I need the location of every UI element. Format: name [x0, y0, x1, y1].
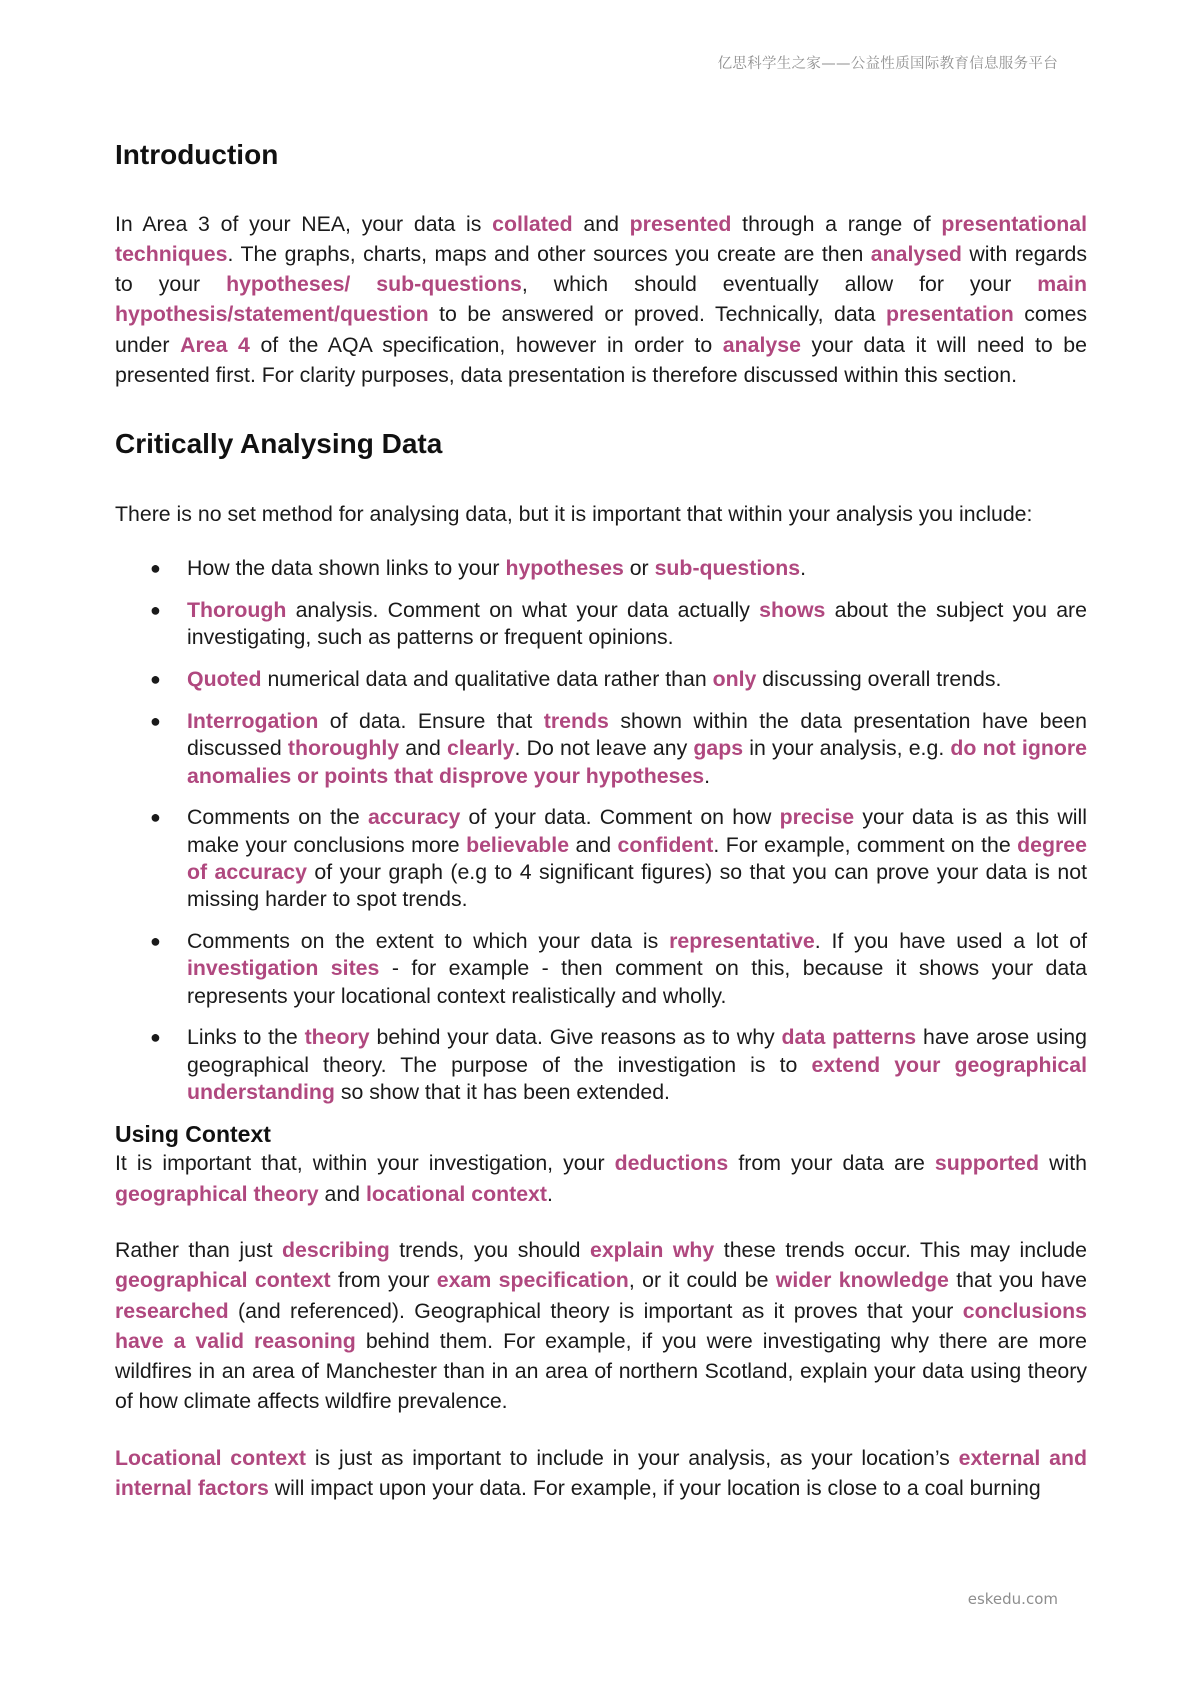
text-run: How the data shown links to your — [187, 556, 506, 581]
highlighted-term: presented — [629, 211, 732, 236]
text-run: discussing overall trends. — [756, 667, 1002, 692]
highlighted-term: only — [712, 667, 757, 692]
highlighted-term: confident — [617, 832, 714, 857]
highlighted-term: do not ignore anomalies or points that disprove your hypotheses — [187, 736, 1087, 788]
highlighted-term: accuracy — [367, 805, 461, 830]
critically-intro-paragraph: There is no set method for analysing data, but it is important that within your analysis you include: — [115, 501, 1033, 526]
highlighted-term: deductions — [614, 1151, 729, 1176]
highlighted-term: presentation — [885, 302, 1014, 327]
highlighted-term: collated — [492, 211, 573, 236]
highlighted-term: representative — [669, 929, 815, 954]
highlighted-term: extend your geographical understanding — [187, 1052, 1088, 1105]
text-run: - for example - then comment on this, because it shows your data represents your locational context realistically and wholly. — [187, 956, 1087, 1008]
text-run: through a range of — [731, 211, 942, 236]
bullet-item-representative — [115, 928, 1087, 1010]
bullet-icon: ● — [150, 600, 161, 621]
using-context-heading: Using Context — [115, 1120, 271, 1147]
bullet-icon: ● — [150, 931, 161, 952]
text-run: with — [1039, 1151, 1087, 1176]
bullet-icon: ● — [150, 710, 161, 731]
highlighted-term: thoroughly — [287, 736, 400, 761]
text-run: . If you have used a lot of — [814, 929, 1087, 954]
header-site-note: 亿思科学生之家——公益性质国际教育信息服务平台 — [717, 56, 1058, 72]
highlighted-term: gaps — [693, 736, 744, 761]
bullet-text — [187, 1025, 1087, 1104]
bullet-text — [187, 929, 1087, 1008]
bullet-icon: ● — [150, 669, 161, 690]
text-run: . — [800, 556, 807, 581]
text-run: . Do not leave any — [514, 736, 694, 761]
text-run: and — [318, 1181, 366, 1206]
highlighted-term: locational context — [365, 1181, 547, 1206]
text-run: to be answered or proved. Technically, data — [428, 302, 886, 327]
text-run: and — [572, 211, 630, 236]
bullet-text — [187, 709, 1087, 788]
text-run: . — [547, 1181, 553, 1206]
bullet-text — [187, 556, 806, 580]
text-run: from your — [330, 1268, 437, 1293]
highlighted-term: exam specification — [436, 1268, 629, 1293]
text-run: with regards to your — [115, 241, 1087, 297]
text-run: or — [623, 556, 655, 581]
bullet-text — [187, 805, 1087, 911]
text-run: Rather than just — [115, 1238, 283, 1262]
text-run: of data. Ensure that — [318, 708, 544, 733]
highlighted-term: geographical theory — [115, 1181, 319, 1206]
text-run: . The graphs, charts, maps and other sources you create are then — [227, 241, 871, 266]
text-run: (and referenced). Geographical theory is important as it proves that your — [228, 1298, 963, 1323]
highlighted-term: hypotheses — [505, 556, 624, 581]
highlighted-term: Interrogation — [187, 708, 319, 733]
highlighted-term: shows — [759, 598, 826, 623]
text-run: numerical data and qualitative data rather than — [261, 667, 713, 692]
bullet-item-theory — [115, 1024, 1087, 1106]
context-paragraph-3 — [115, 1443, 1087, 1504]
text-run: Comments on the extent to which your data is — [187, 929, 670, 954]
highlighted-term: Locational context — [115, 1445, 307, 1470]
text-run: of your graph (e.g to 4 significant figures) so that you can prove your data is not missing harder to spot trends. — [187, 859, 1087, 912]
text-run: so show that it has been extended. — [334, 1080, 670, 1105]
highlighted-term: external and internal factors — [115, 1445, 1087, 1501]
text-run: behind your data. Give reasons as to why — [369, 1025, 782, 1050]
highlighted-term: analyse — [722, 332, 801, 357]
highlighted-term: trends — [543, 708, 609, 733]
analysis-checklist — [115, 555, 1087, 1106]
highlighted-term: analysed — [870, 241, 962, 266]
text-run: Links to the — [187, 1025, 305, 1050]
text-run: . For example, comment on the — [713, 832, 1018, 857]
text-run: will impact upon your data. For example, if your location is close to a coal burning — [268, 1476, 1041, 1501]
highlighted-term: geographical context — [115, 1268, 331, 1293]
highlighted-term: data patterns — [781, 1025, 917, 1050]
text-run: . — [704, 763, 711, 788]
text-run: your data is as this will make your conclusions more — [187, 805, 1087, 857]
highlighted-term: presentational techniques — [115, 211, 1087, 266]
highlighted-term: explain why — [589, 1238, 715, 1262]
text-run: have arose using geographical theory. The purpose of the investigation is to — [187, 1025, 1087, 1077]
context-paragraph-1 — [115, 1148, 1087, 1209]
text-run: and — [569, 832, 618, 857]
text-run: of your data. Comment on how — [460, 805, 780, 830]
introduction-paragraph — [115, 209, 1087, 391]
text-run: of the AQA specification, however in order to — [249, 332, 723, 357]
text-run: In Area 3 of your NEA, your data is — [115, 211, 493, 236]
highlighted-term: Quoted — [187, 667, 262, 692]
text-run: from your data are — [728, 1151, 935, 1176]
bullet-item-links — [115, 555, 1087, 582]
text-run: your data it will need to be presented first. For clarity purposes, data presentation is therefore discussed within this section. — [115, 332, 1087, 388]
highlighted-term: investigation sites — [187, 956, 380, 981]
bullet-text — [187, 667, 1001, 691]
text-run: is just as important to include in your analysis, as your location’s — [306, 1445, 959, 1470]
highlighted-term: degree of accuracy — [187, 832, 1087, 884]
highlighted-term: Thorough — [187, 598, 287, 623]
document-content — [115, 138, 1087, 1503]
text-run: analysis. Comment on what your data actually — [286, 598, 760, 623]
bullet-icon: ● — [150, 1027, 161, 1048]
highlighted-term: supported — [934, 1151, 1040, 1176]
highlighted-term: conclusions have a valid reasoning — [115, 1298, 1087, 1353]
highlighted-term: Area 4 — [180, 332, 250, 357]
context-paragraph-2 — [115, 1235, 1087, 1417]
text-run: about the subject you are investigating, such as patterns or frequent opinions. — [187, 598, 1087, 650]
highlighted-term: hypotheses/ sub-questions — [226, 272, 522, 297]
critically-analysing-heading: Critically Analysing Data — [115, 428, 443, 460]
highlighted-term: wider knowledge — [775, 1268, 949, 1293]
highlighted-term: researched — [115, 1298, 229, 1323]
bullet-item-accuracy — [115, 804, 1087, 913]
bullet-item-quoted — [115, 666, 1087, 693]
highlighted-term: theory — [304, 1025, 370, 1050]
bullet-item-thorough — [115, 597, 1087, 652]
text-run: comes under — [115, 302, 1087, 357]
highlighted-term: believable — [466, 832, 570, 857]
highlighted-term: main hypothesis/statement/question — [115, 272, 1087, 327]
text-run: trends, you should — [389, 1238, 590, 1262]
text-run: It is important that, within your investigation, your — [115, 1151, 615, 1176]
bullet-text — [187, 598, 1087, 649]
footer-domain: eskedu.com — [967, 1590, 1058, 1608]
bullet-icon: ● — [150, 807, 161, 828]
highlighted-term: clearly — [447, 736, 515, 761]
highlighted-term: sub-questions — [654, 556, 801, 581]
text-run: Comments on the — [187, 805, 368, 830]
text-run: , which should eventually allow for your — [521, 272, 1038, 297]
text-run: , or it could be — [628, 1268, 776, 1293]
text-run: in your analysis, e.g. — [743, 736, 951, 761]
bullet-icon: ● — [150, 558, 161, 579]
highlighted-term: precise — [779, 805, 855, 830]
text-run: these trends occur. This may include — [714, 1238, 1087, 1262]
text-run: that you have — [948, 1268, 1087, 1293]
text-run: and — [399, 736, 447, 761]
bullet-item-interrogation — [115, 708, 1087, 790]
highlighted-term: describing — [282, 1238, 390, 1262]
introduction-heading: Introduction — [115, 139, 279, 170]
text-run: behind them. For example, if you were investigating why there are more wildfires in an area of Manchester than in an area of northern Scotland, explain your data using theory of how climate affects wildfire prevalence. — [115, 1328, 1087, 1414]
text-run: shown within the data presentation have been discussed — [187, 708, 1087, 761]
